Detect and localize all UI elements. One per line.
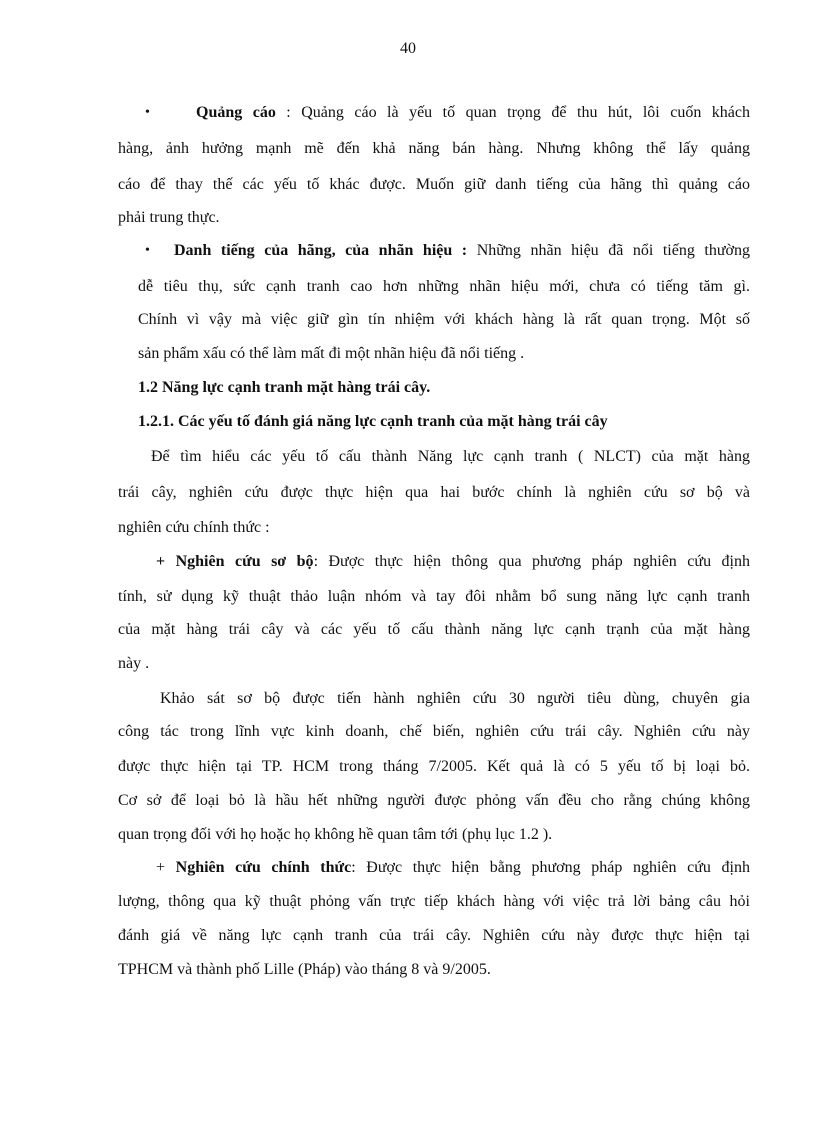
para1-line-3: nghiên cứu chính thức : (118, 519, 270, 536)
term-danhtieng: Danh tiếng của hãng, của nhãn hiệu : (174, 242, 468, 259)
term-chinhthuc: Nghiên cứu chính thức (175, 859, 352, 876)
para1-line-2: trái cây, nghiên cứu được thực hiện qua hai bước chính là nghiên cứu sơ bộ và (118, 484, 750, 501)
chinhthuc-line-4: TPHCM và thành phố Lille (Pháp) vào tháng 8 và 9/2005. (118, 961, 491, 978)
page-number: 40 (400, 40, 416, 57)
sobo-line-3: của mặt hàng trái cây và các yếu tố cấu thành năng lực cạnh trạnh của mặt hàng (118, 621, 750, 638)
heading-section-1-2: 1.2 Năng lực cạnh tranh mặt hàng trái cây. (138, 379, 431, 396)
bullet-icon: • (145, 243, 150, 258)
khaosat-line-1: Khảo sát sơ bộ được tiến hành nghiên cứu 30 người tiêu dùng, chuyên gia (160, 690, 750, 707)
chinhthuc-line-2: lượng, thông qua kỹ thuật phỏng vấn trực tiếp khách hàng với việc trả lời bảng câu hỏi (118, 893, 750, 910)
bullet-quangcao-line-1: Quảng cáo : Quảng cáo là yếu tố quan trọng để thu hút, lôi cuốn khách (196, 104, 750, 121)
term-quangcao: Quảng cáo (196, 104, 276, 121)
bullet-danhtieng-line-4: sản phẩm xấu có thể làm mất đi một nhãn hiệu đã nổi tiếng . (138, 345, 525, 362)
para1-line-1: Để tìm hiểu các yếu tố cấu thành Năng lực cạnh tranh ( NLCT) của mặt hàng (151, 448, 750, 465)
sobo-line-4: này . (118, 655, 150, 672)
bullet-quangcao-line-2: hàng, ảnh hưởng mạnh mẽ đến khả năng bán hàng. Nhưng không thể lấy quảng (118, 140, 750, 157)
khaosat-line-4: Cơ sở để loại bỏ là hầu hết những người được phỏng vấn đều cho rằng chúng không (118, 792, 750, 809)
bullet-icon: • (145, 105, 150, 120)
sobo-line-1: + Nghiên cứu sơ bộ: Được thực hiện thông qua phương pháp nghiên cứu định (156, 553, 750, 570)
khaosat-line-3: được thực hiện tại TP. HCM trong tháng 7/2005. Kết quả là có 5 yếu tố bị loại bỏ. (118, 758, 750, 775)
term-sobo: + Nghiên cứu sơ bộ (156, 553, 314, 570)
bullet-danhtieng-line-1: Danh tiếng của hãng, của nhãn hiệu : Những nhãn hiệu đã nổi tiếng thường (174, 242, 750, 259)
bullet-danhtieng-line-3: Chính vì vậy mà việc giữ gìn tín nhiệm với khách hàng là rất quan trọng. Một số (138, 311, 750, 328)
bullet-danhtieng-line-2: dễ tiêu thụ, sức cạnh tranh cao hơn những nhãn hiệu mới, chưa có tiếng tăm gì. (138, 278, 750, 295)
khaosat-line-5: quan trọng đối với họ hoặc họ không hề quan tâm tới (phụ lục 1.2 ). (118, 826, 553, 843)
chinhthuc-line-3: đánh giá về năng lực cạnh tranh của trái cây. Nghiên cứu này được thực hiện tại (118, 927, 750, 944)
bullet-quangcao-line-4: phải trung thực. (118, 209, 220, 226)
khaosat-line-2: công tác trong lĩnh vực kinh doanh, chế biến, nghiên cứu trái cây. Nghiên cứu này (118, 723, 750, 740)
chinhthuc-line-1: + Nghiên cứu chính thức: Được thực hiện bằng phương pháp nghiên cứu định (156, 859, 750, 876)
bullet-quangcao-line-3: cáo để thay thế các yếu tố khác được. Muốn giữ danh tiếng của hãng thì quảng cáo (118, 176, 750, 193)
heading-section-1-2-1: 1.2.1. Các yếu tố đánh giá năng lực cạnh tranh của mặt hàng trái cây (138, 413, 608, 430)
sobo-line-2: tính, sử dụng kỹ thuật thảo luận nhóm và tay đôi nhằm bổ sung năng lực cạnh tranh (118, 588, 750, 605)
